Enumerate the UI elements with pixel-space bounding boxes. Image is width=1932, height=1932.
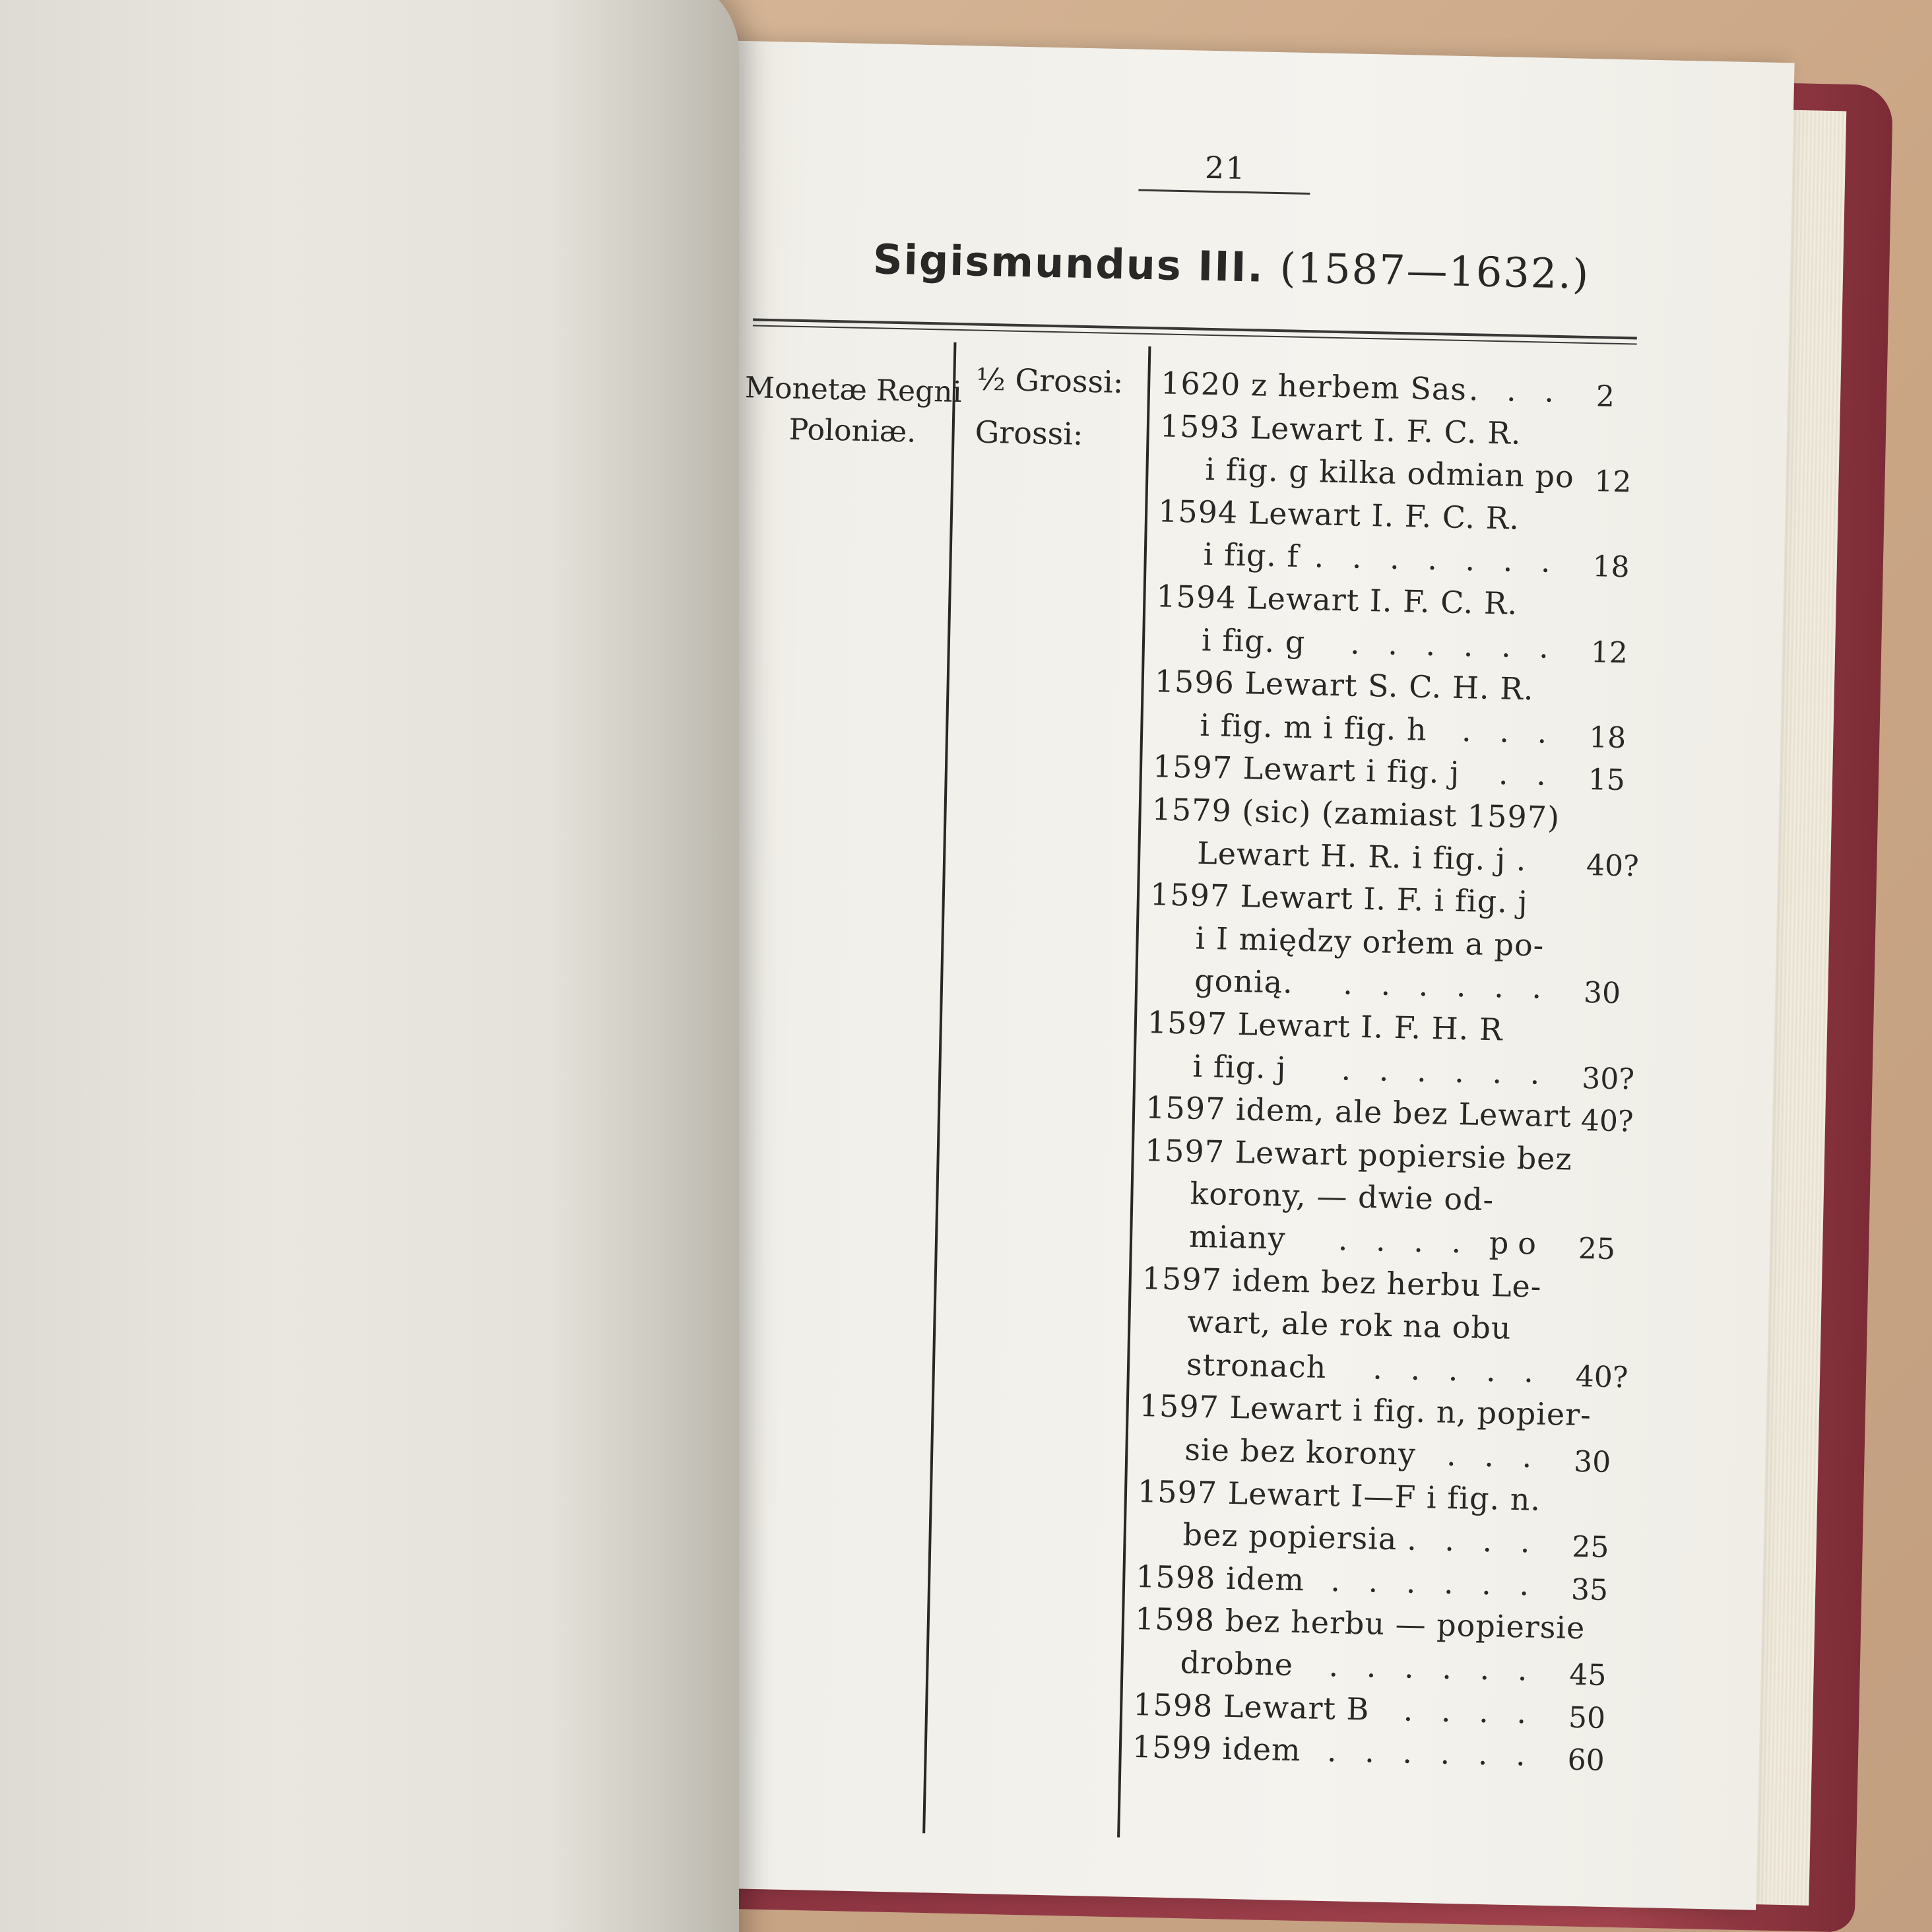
entry-price: 40? <box>1575 1359 1628 1395</box>
leader-dots: . . . . . . <box>1330 1562 1539 1603</box>
right-page <box>641 40 1794 1910</box>
entry-text: 1597 Lewart i fig. n, popier- <box>1139 1388 1592 1433</box>
page-number-rule <box>1138 189 1310 195</box>
leader-dots: . . . <box>1446 1436 1541 1475</box>
entry-line <box>1182 1517 1539 1560</box>
entry-text: i fig. g kilka odmian po <box>1204 451 1575 495</box>
entry-line <box>1187 1304 1544 1347</box>
column-divider-1 <box>922 342 956 1834</box>
entry-text: Lewart H. R. i fig. j . <box>1196 835 1527 878</box>
entry-line <box>1142 1260 1545 1304</box>
entry-price: 60 <box>1567 1743 1605 1778</box>
entry-price: 50 <box>1568 1700 1606 1735</box>
entry-text: 1597 Lewart I. F. i fig. j <box>1149 876 1529 920</box>
entry-price: 25 <box>1571 1530 1609 1565</box>
entry-text: i I między orłem a po- <box>1195 920 1545 963</box>
entry-line <box>1200 707 1557 750</box>
entry-text: 1620 z herbem Sas <box>1160 365 1467 408</box>
entry-line <box>1194 963 1551 1006</box>
leader-dots: . . . . . . <box>1328 1648 1537 1688</box>
entry-text: miany <box>1188 1218 1287 1256</box>
entry-line <box>1158 493 1561 537</box>
entry-text: 1597 Lewart popiersie bez <box>1144 1132 1573 1177</box>
denomination-grossi: Grossi: <box>975 414 1084 452</box>
entry-line <box>1139 1388 1592 1433</box>
entry-price: 45 <box>1568 1658 1607 1692</box>
entry-line <box>1204 451 1575 495</box>
entry-line <box>1202 622 1559 664</box>
entry-text: sie bez korony <box>1184 1431 1417 1472</box>
entry-text: 1579 (sic) (zamiast 1597) <box>1151 791 1561 836</box>
entry-text: 1597 Lewart i fig. j <box>1152 748 1460 791</box>
entry-text: 1596 Lewart S. C. H. R. <box>1154 663 1535 707</box>
entry-text: korony, — dwie od- <box>1189 1175 1495 1218</box>
entry-line <box>1180 1644 1537 1687</box>
entry-line <box>1144 1132 1573 1177</box>
leader-dots: . . <box>1498 756 1556 793</box>
entry-text: i fig. j <box>1192 1048 1287 1086</box>
leader-dots: . . . . . . <box>1349 625 1559 665</box>
leader-dots: . . . . po <box>1337 1221 1546 1262</box>
denomination-half-grossi: ½ Grossi: <box>975 361 1124 401</box>
leader-dots: . . . . <box>1406 1521 1540 1560</box>
category-label <box>744 368 962 454</box>
entry-line <box>1159 408 1562 452</box>
entry-text: i fig. f <box>1203 536 1300 575</box>
entry-text: 1597 idem, ale bez Lewart <box>1145 1089 1572 1134</box>
leader-dots: . . . . . . <box>1341 1050 1550 1091</box>
entry-text: 1594 Lewart I. F. C. R. <box>1155 578 1518 622</box>
left-page-blank <box>0 0 739 1932</box>
entry-line <box>1186 1346 1543 1389</box>
entry-price: 18 <box>1588 720 1626 756</box>
page-title <box>872 235 1590 298</box>
leader-dots: . . . . . . . <box>1314 538 1561 580</box>
entry-text: 1598 idem <box>1135 1558 1305 1598</box>
entry-line <box>1161 365 1564 409</box>
entry-text: 1598 Lewart B <box>1132 1686 1370 1727</box>
title-name: Sigismundus III. <box>872 235 1265 292</box>
entry-price: 30 <box>1573 1444 1611 1480</box>
entry-price: 35 <box>1570 1572 1609 1607</box>
entry-text: stronach <box>1186 1346 1327 1385</box>
entry-line <box>1184 1432 1541 1475</box>
leader-dots: . . . . . <box>1372 1350 1543 1390</box>
entry-line <box>1133 1687 1536 1731</box>
entry-text: 1593 Lewart I. F. C. R. <box>1159 407 1522 451</box>
entry-text: 1599 idem <box>1132 1729 1302 1768</box>
entry-line <box>1156 578 1559 622</box>
entry-text: wart, ale rok na obu <box>1186 1303 1512 1347</box>
entry-price: 40? <box>1580 1104 1634 1139</box>
entry-line <box>1138 1473 1541 1518</box>
category-line-2: Poloniæ. <box>789 412 917 449</box>
entry-text: drobne <box>1180 1644 1294 1683</box>
page-number: 21 <box>1204 149 1247 187</box>
entry-text: i fig. m i fig. h <box>1199 707 1428 748</box>
entry-price: 40? <box>1586 848 1640 884</box>
entry-text: gonią. <box>1194 963 1294 1001</box>
entry-line <box>1145 1089 1572 1134</box>
entry-line <box>1189 1219 1546 1262</box>
entry-line <box>1195 920 1552 963</box>
entry-price: 12 <box>1594 465 1632 499</box>
entry-line <box>1153 749 1556 793</box>
entry-text: 1597 idem bez herbu Le- <box>1142 1260 1542 1304</box>
entry-line <box>1154 663 1557 707</box>
entry-price: 30 <box>1583 976 1621 1011</box>
entry-line <box>1192 1048 1549 1091</box>
entry-text: 1594 Lewart I. F. C. R. <box>1157 493 1520 536</box>
entry-line <box>1151 791 1561 836</box>
entry-price: 12 <box>1590 635 1628 670</box>
entry-price: 2 <box>1595 379 1615 414</box>
leader-dots: . . . <box>1461 712 1557 750</box>
leader-dots: . . . <box>1468 371 1564 410</box>
category-line-1: Monetæ Regni <box>744 371 963 410</box>
leader-dots: . . . . <box>1403 1692 1536 1731</box>
entry-price: 30? <box>1581 1061 1635 1097</box>
entry-text: 1597 Lewart I. F. H. R <box>1147 1004 1504 1048</box>
entry-line <box>1134 1601 1586 1646</box>
entry-line <box>1190 1176 1547 1219</box>
entry-line <box>1136 1559 1539 1603</box>
entry-text: i fig. g <box>1201 622 1306 660</box>
entry-line <box>1149 876 1553 920</box>
leader-dots: . . . . . . <box>1342 965 1551 1006</box>
entry-line <box>1203 536 1560 579</box>
entry-text: 1598 bez herbu — popiersie <box>1134 1601 1586 1646</box>
leader-dots: . . . . . . <box>1326 1733 1535 1773</box>
entry-line <box>1197 835 1554 878</box>
title-years: (1587—1632.) <box>1279 243 1590 298</box>
entry-price: 15 <box>1588 763 1626 798</box>
entry-text: bez popiersia <box>1182 1516 1398 1557</box>
entry-text: 1597 Lewart I—F i fig. n. <box>1137 1473 1541 1518</box>
entry-line <box>1147 1004 1550 1048</box>
entry-price: 18 <box>1592 550 1630 585</box>
entry-price: 25 <box>1578 1231 1616 1267</box>
entry-line <box>1132 1729 1535 1773</box>
